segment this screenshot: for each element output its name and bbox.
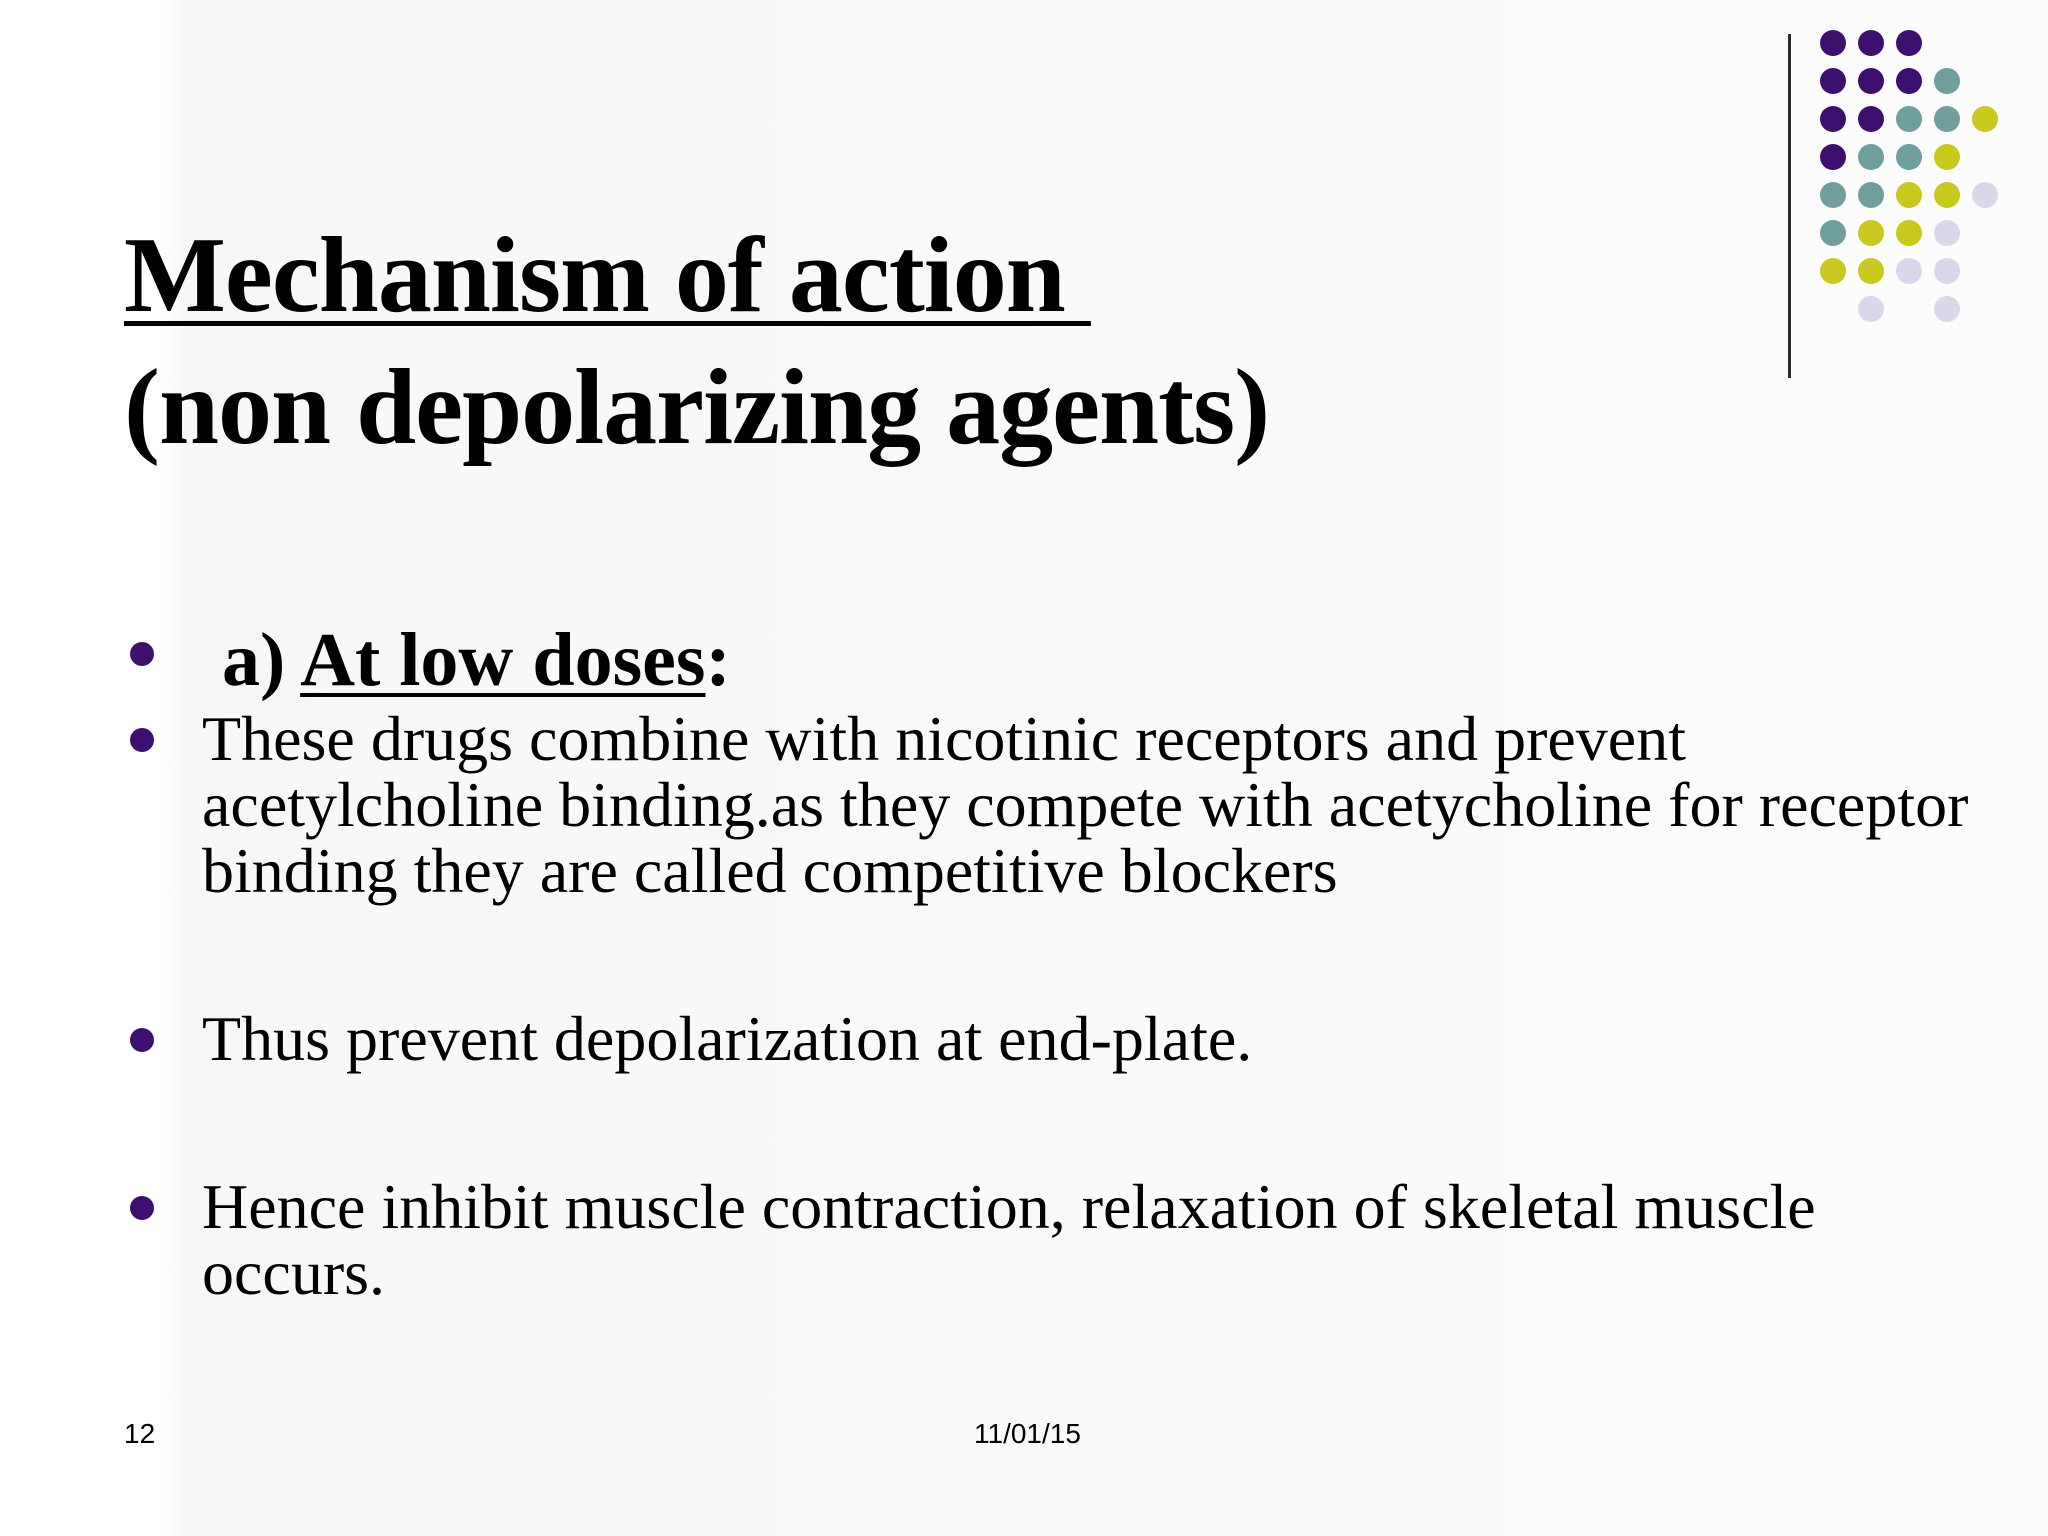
- decorative-dot: [1896, 144, 1922, 170]
- decorative-dot: [1820, 182, 1846, 208]
- decorative-dot: [1858, 220, 1884, 246]
- decorative-dot: [1896, 30, 1922, 56]
- bullet-text: These drugs combine with nicotinic receptors and prevent acetylcholine binding.as they compete with acetycholine for receptor binding they are called competitive blockers: [202, 703, 1969, 906]
- decorative-dot: [1820, 220, 1846, 246]
- vertical-divider: [1788, 34, 1791, 378]
- bullet-item: [124, 1003, 1984, 1074]
- title-line-1: Mechanism of action: [124, 216, 1091, 335]
- bullet-dot-icon: [130, 728, 154, 752]
- bullet-dot-icon: [130, 1196, 154, 1220]
- bullet-prefix: a): [222, 618, 301, 702]
- slide-title: [124, 210, 1269, 474]
- decorative-dot: [1934, 68, 1960, 94]
- bullet-text: Hence inhibit muscle contraction, relaxation of skeletal muscle occurs.: [202, 1171, 1816, 1308]
- decorative-dot: [1896, 106, 1922, 132]
- bullet-heading: At low doses: [300, 618, 706, 702]
- bullet-item: [124, 620, 1984, 700]
- slide-date: 11/01/15: [974, 1418, 1081, 1449]
- bullet-list: [124, 620, 1984, 1306]
- title-line-2: (non depolarizing agents): [124, 348, 1270, 467]
- decorative-dot: [1896, 220, 1922, 246]
- decorative-dot: [1820, 258, 1846, 284]
- decorative-dot: [1820, 106, 1846, 132]
- decorative-dot: [1858, 68, 1884, 94]
- decorative-dot: [1934, 296, 1960, 322]
- bullet-dot-icon: [130, 642, 154, 666]
- decorative-dot: [1858, 30, 1884, 56]
- decorative-dot: [1858, 182, 1884, 208]
- decorative-dot: [1934, 144, 1960, 170]
- bullet-text: Thus prevent depolarization at end-plate.: [202, 1003, 1253, 1074]
- decorative-dot: [1896, 68, 1922, 94]
- decorative-dot: [1820, 30, 1846, 56]
- decorative-dot: [1934, 106, 1960, 132]
- decorative-dot: [1972, 182, 1998, 208]
- decorative-dot: [1858, 296, 1884, 322]
- bullet-dot-icon: [130, 1028, 154, 1052]
- decorative-dot: [1820, 68, 1846, 94]
- decorative-dot-grid: [1820, 30, 2040, 340]
- decorative-dot: [1934, 258, 1960, 284]
- decorative-dot: [1934, 220, 1960, 246]
- decorative-dot: [1972, 106, 1998, 132]
- decorative-dot: [1896, 258, 1922, 284]
- decorative-dot: [1934, 182, 1960, 208]
- decorative-dot: [1858, 144, 1884, 170]
- decorative-dot: [1820, 144, 1846, 170]
- decorative-dot: [1896, 182, 1922, 208]
- decorative-dot: [1858, 106, 1884, 132]
- decorative-dot: [1858, 258, 1884, 284]
- bullet-item: [124, 703, 1984, 906]
- bullet-item: [124, 1171, 1984, 1308]
- bullet-suffix: :: [705, 618, 731, 702]
- slide-number: 12: [124, 1418, 156, 1449]
